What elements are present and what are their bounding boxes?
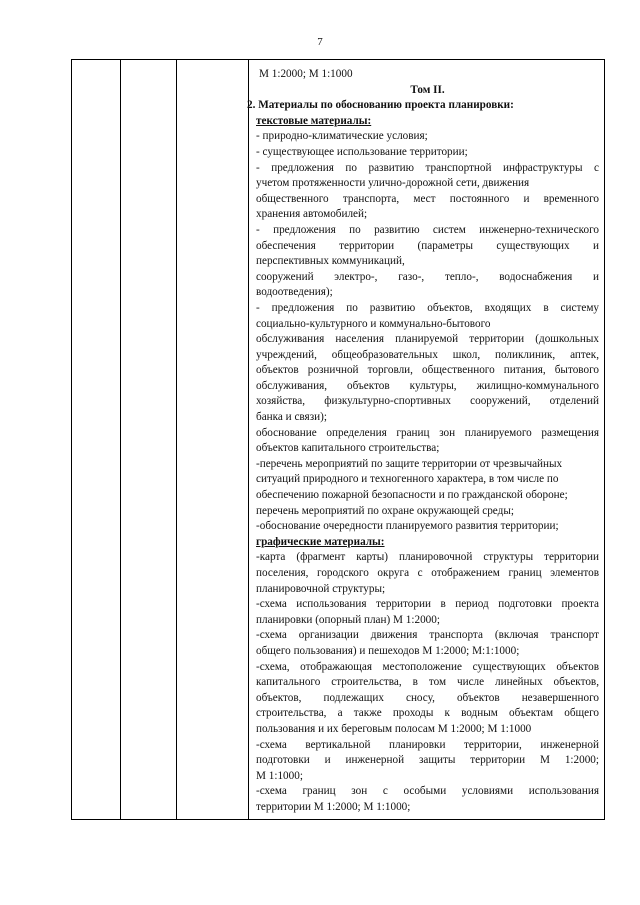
text-item: обоснование определения границ зон планируемого размещения <box>256 426 599 439</box>
column-divider-3 <box>248 60 249 819</box>
column-divider-1 <box>120 60 121 819</box>
text-item: объектов розничной торговли, общественного питания, бытового <box>256 364 599 377</box>
text-item: учреждений, общеобразовательных школ, поликлиник, аптек, <box>256 348 599 361</box>
graphic-item: подготовки и инженерной защиты территории М 1:2000; <box>256 754 599 767</box>
text-item: обеспечения территории (параметры существующих и <box>256 239 599 252</box>
top-scale: М 1:2000; М 1:1000 <box>259 68 353 80</box>
graphic-item: объектов, подлежащих сносу, объектов незавершенного <box>256 691 599 704</box>
graphic-item: планировки (опорный план) М 1:2000; <box>256 613 440 626</box>
graphic-item: -схема, отображающая местоположение существующих объектов <box>256 660 599 673</box>
graphic-item: -схема использования территории в период подготовки проекта <box>256 598 599 611</box>
text-item: хозяйства, физкультурно-спортивных сооружений, отделений <box>256 395 599 408</box>
text-item: сооружений электро-, газо-, тепло-, водоснабжения и <box>256 270 599 283</box>
graphic-item: поселения, городского округа с отображением границ элементов <box>256 567 599 579</box>
text-item: перечень мероприятий по охране окружающей среды; <box>256 504 514 517</box>
text-item: ситуаций природного и техногенного характера, в том числе по <box>256 473 559 486</box>
text-item: водоотведения); <box>256 286 333 299</box>
graphic-item: пользования и их береговым полосам М 1:2000; М 1:1000 <box>256 722 532 735</box>
text-item: банка и связи); <box>256 411 327 424</box>
text-item: - существующее использование территории; <box>256 145 468 158</box>
graphic-item: -схема вертикальной планировки территории, инженерной <box>256 738 599 751</box>
text-item: - предложения по развитию объектов, входящих в систему <box>256 301 599 314</box>
text-materials-heading: текстовые материалы: <box>256 114 372 127</box>
page-number: 7 <box>317 36 323 48</box>
graphic-item: -карта (фрагмент карты) планировочной структуры территории <box>256 551 599 564</box>
graphic-item: общего пользования) и пешеходов М 1:2000; М:1:1000; <box>256 644 520 657</box>
column-divider-2 <box>176 60 177 819</box>
section-title: 2. Материалы по обоснованию проекта планировки: <box>247 99 514 112</box>
text-item: хранения автомобилей; <box>256 208 368 221</box>
text-item: общественного транспорта, мест постоянного и временного <box>256 192 599 205</box>
content-cell <box>247 67 599 816</box>
text-item: обеспечению пожарной безопасности и по гражданской обороне; <box>256 489 568 502</box>
graphic-item: -схема организации движения транспорта (включая транспорт <box>256 629 599 642</box>
volume-title: Том II. <box>410 83 445 96</box>
graphic-item: строительства, а также проходы к водным объектам общего <box>256 707 599 720</box>
graphic-item: планировочной структуры; <box>256 582 386 595</box>
text-item: обслуживания населения планируемой территории (дошкольных <box>256 333 599 346</box>
graphic-item: -схема границ зон с особыми условиями использования <box>256 785 599 798</box>
text-item: учетом протяженности улично-дорожной сети, движения <box>256 177 530 190</box>
graphic-materials-heading: графические материалы: <box>256 535 385 548</box>
document-table <box>71 59 605 820</box>
text-item: социально-культурного и коммунально-бытового <box>256 317 491 330</box>
graphic-item: капитального строительства, в том числе линейных объектов, <box>256 676 599 689</box>
graphic-item: территории М 1:2000; М 1:1000; <box>256 800 411 813</box>
text-item: - природно-климатические условия; <box>256 130 428 143</box>
text-item: - предложения по развитию систем инженерно-технического <box>256 223 599 236</box>
text-item: перспективных коммуникаций, <box>256 255 405 268</box>
text-item: обслуживания, объектов культуры, жилищно-коммунального <box>256 379 599 392</box>
graphic-item: М 1:1000; <box>256 769 303 782</box>
text-item: -обоснование очередности планируемого развития территории; <box>256 520 559 533</box>
text-item: -перечень мероприятий по защите территории от чрезвычайных <box>256 457 563 470</box>
text-item: объектов капитального строительства; <box>256 442 440 455</box>
text-item: - предложения по развитию транспортной инфраструктуры с <box>256 161 599 174</box>
